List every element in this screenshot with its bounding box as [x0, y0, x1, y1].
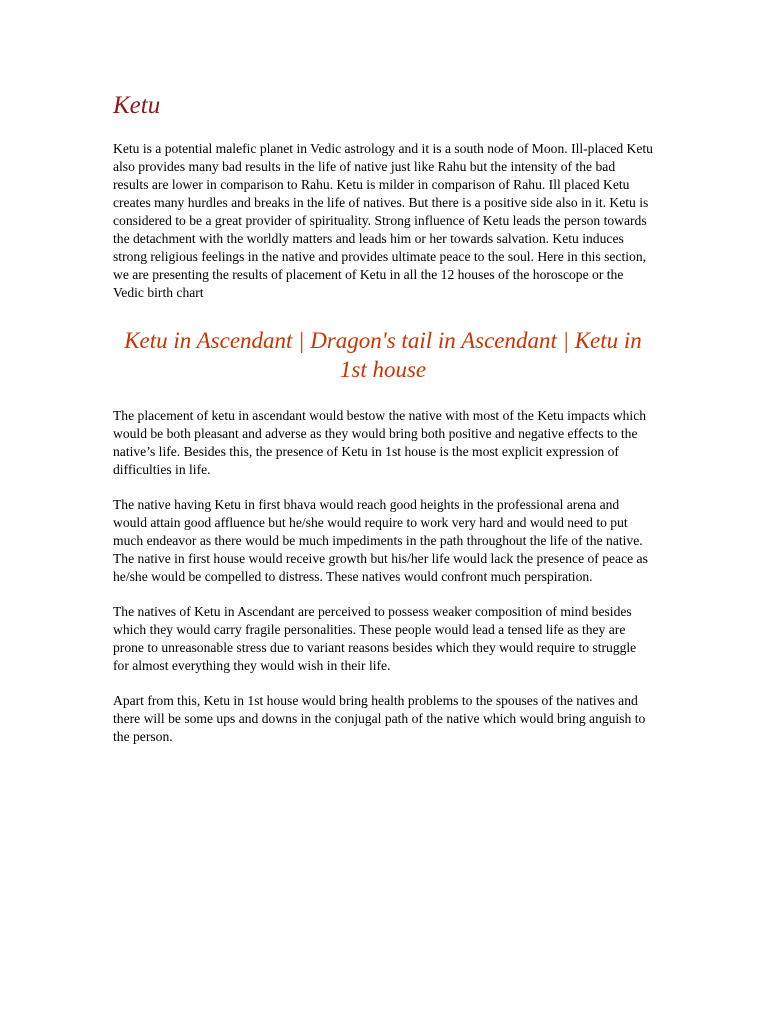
intro-paragraph: Ketu is a potential malefic planet in Vedic astrology and it is a south node of Moon. Ill-placed Ketu also provides many bad results in the life of native just like Rahu but the intensity of the bad results are lower in comparison to Rahu. Ketu is milder in comparison of Rahu. Ill placed Ketu creates many hurdles and breaks in the life of natives. But there is a positive side also in it. Ketu is considered to be a great provider of spirituality. Strong influence of Ketu leads the person towards the detachment with the worldly matters and leads him or her towards salvation. Ketu induces strong religious feelings in the native and provides ultimate peace to the soul. Here in this section, we are presenting the results of placement of Ketu in all the 12 houses of the horoscope or the Vedic birth chart: [113, 141, 653, 300]
body-paragraph-3: The natives of Ketu in Ascendant are perceived to possess weaker composition of mind besides which they would carry fragile personalities. These people would lead a tensed life as they are prone to unreasonable stress due to variant reasons besides which they would require to struggle for almost everything they would wish in their life.: [113, 604, 637, 673]
body-paragraph-1: The placement of ketu in ascendant would bestow the native with most of the Ketu impacts which would be both pleasant and adverse as they would bring both positive and negative effects to the native’s life. Besides this, the presence of Ketu in 1st house is the most explicit expression of difficulties in life.: [113, 408, 647, 477]
body-paragraph-4: Apart from this, Ketu in 1st house would bring health problems to the spouses of the natives and there will be some ups and downs in the conjugal path of the native which would bring anguish to the person.: [113, 693, 646, 744]
page-title: Ketu: [113, 92, 161, 119]
section-heading: Ketu in Ascendant | Dragon's tail in Ascendant | Ketu in 1st house: [124, 328, 642, 382]
document-content: [113, 90, 653, 763]
body-paragraph-2: The native having Ketu in first bhava would reach good heights in the professional arena and would attain good affluence but he/she would require to work very hard and would need to put much endeavor as there would be much impediments in the path throughout the life of the native. The native in first house would receive growth but his/her life would lack the presence of peace as he/she would be compelled to distress. These natives would confront much perspiration.: [113, 497, 648, 584]
